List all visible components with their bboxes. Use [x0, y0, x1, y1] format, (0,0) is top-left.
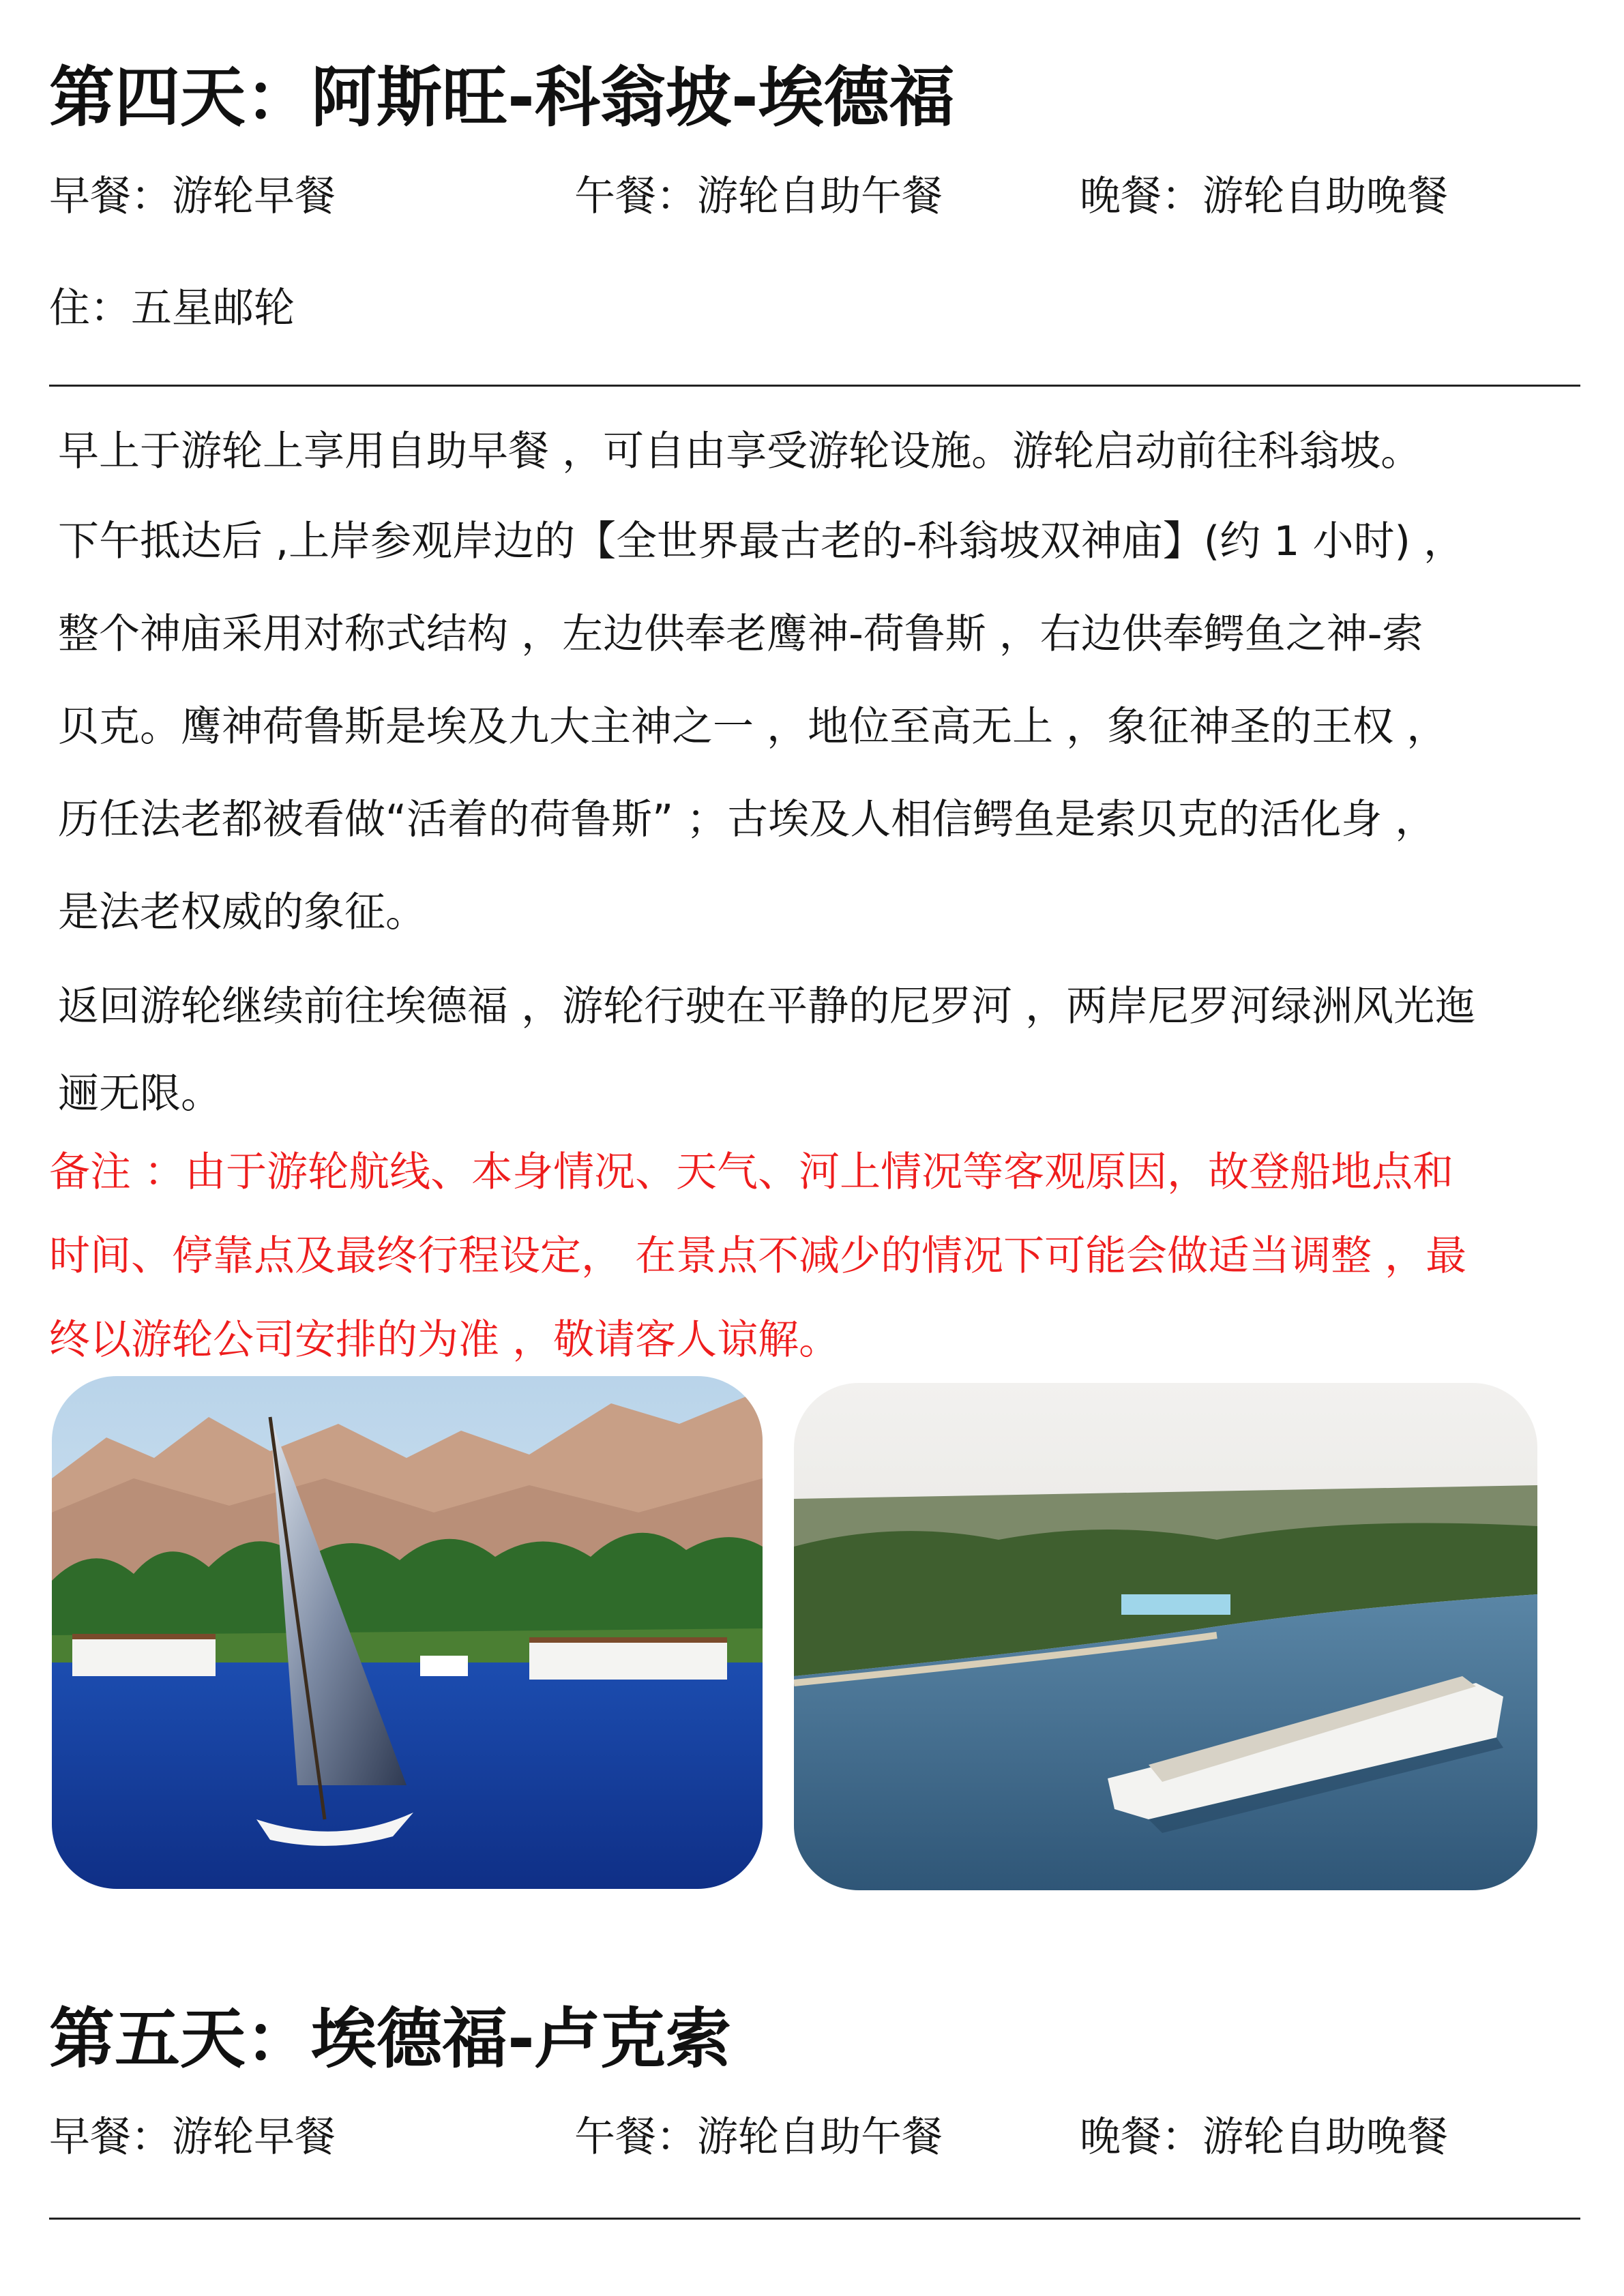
- note-line: 时间、停靠点及最终行程设定， 在景点不减少的情况下可能会做适当调整 ，最: [49, 1232, 1467, 1280]
- day4-paragraph-1: [58, 405, 1589, 498]
- paragraph-line: 贝克。鹰神荷鲁斯是埃及九大主神之一 ，地位至高无上 ，象征神圣的王权 ，: [58, 703, 1448, 751]
- day4-breakfast: 早餐：游轮早餐: [49, 173, 336, 220]
- day5-breakfast: 早餐：游轮早餐: [49, 2113, 336, 2161]
- day4-paragraph-2: [58, 495, 1589, 959]
- day4-lunch: 午餐：游轮自助午餐: [574, 173, 943, 220]
- paragraph-line: 历任法老都被看做“活着的荷鲁斯” ；古埃及人相信鳄鱼是索贝克的活化身 ，: [58, 796, 1436, 844]
- felucca-sailboat-photo: [52, 1376, 763, 1889]
- day5-title: 第五天：埃德福-卢克索: [49, 2001, 731, 2077]
- note-line: 终以游轮公司安排的为准 ，敬请客人谅解。: [49, 1316, 840, 1364]
- section-divider: [49, 2218, 1580, 2220]
- note-line: 备注 ：由于游轮航线、本身情况、天气、河上情况等客观原因，故登船地点和: [49, 1148, 1454, 1196]
- day4-title: 第四天：阿斯旺-科翁坡-埃德福: [49, 59, 955, 136]
- paragraph-line: 逦无限。: [58, 1070, 222, 1118]
- day4-stay: 住：五星邮轮: [49, 284, 295, 332]
- section-divider: [49, 385, 1580, 387]
- day4-paragraph-3: [58, 960, 1589, 1135]
- day4-note: [49, 1131, 1591, 1382]
- day4-dinner: 晚餐：游轮自助晚餐: [1080, 173, 1448, 220]
- day5-lunch: 午餐：游轮自助午餐: [574, 2113, 943, 2161]
- paragraph-line: 返回游轮继续前往埃德福 ，游轮行驶在平静的尼罗河 ，两岸尼罗河绿洲风光迤: [58, 983, 1476, 1030]
- paragraph-line: 是法老权威的象征。: [58, 889, 426, 936]
- paragraph-line: 整个神庙采用对称式结构 ，左边供奉老鹰神-荷鲁斯 ，右边供奉鳄鱼之神-索: [58, 610, 1423, 658]
- cruise-ship-photo: [794, 1383, 1537, 1890]
- day5-dinner: 晚餐：游轮自助晚餐: [1080, 2113, 1448, 2161]
- paragraph-line: 下午抵达后 ,上岸参观岸边的【全世界最古老的-科翁坡双神庙】(约 1 小时) ，: [58, 518, 1464, 565]
- paragraph-line: 早上于游轮上享用自助早餐 ，可自由享受游轮设施。游轮启动前往科翁坡。: [58, 428, 1422, 475]
